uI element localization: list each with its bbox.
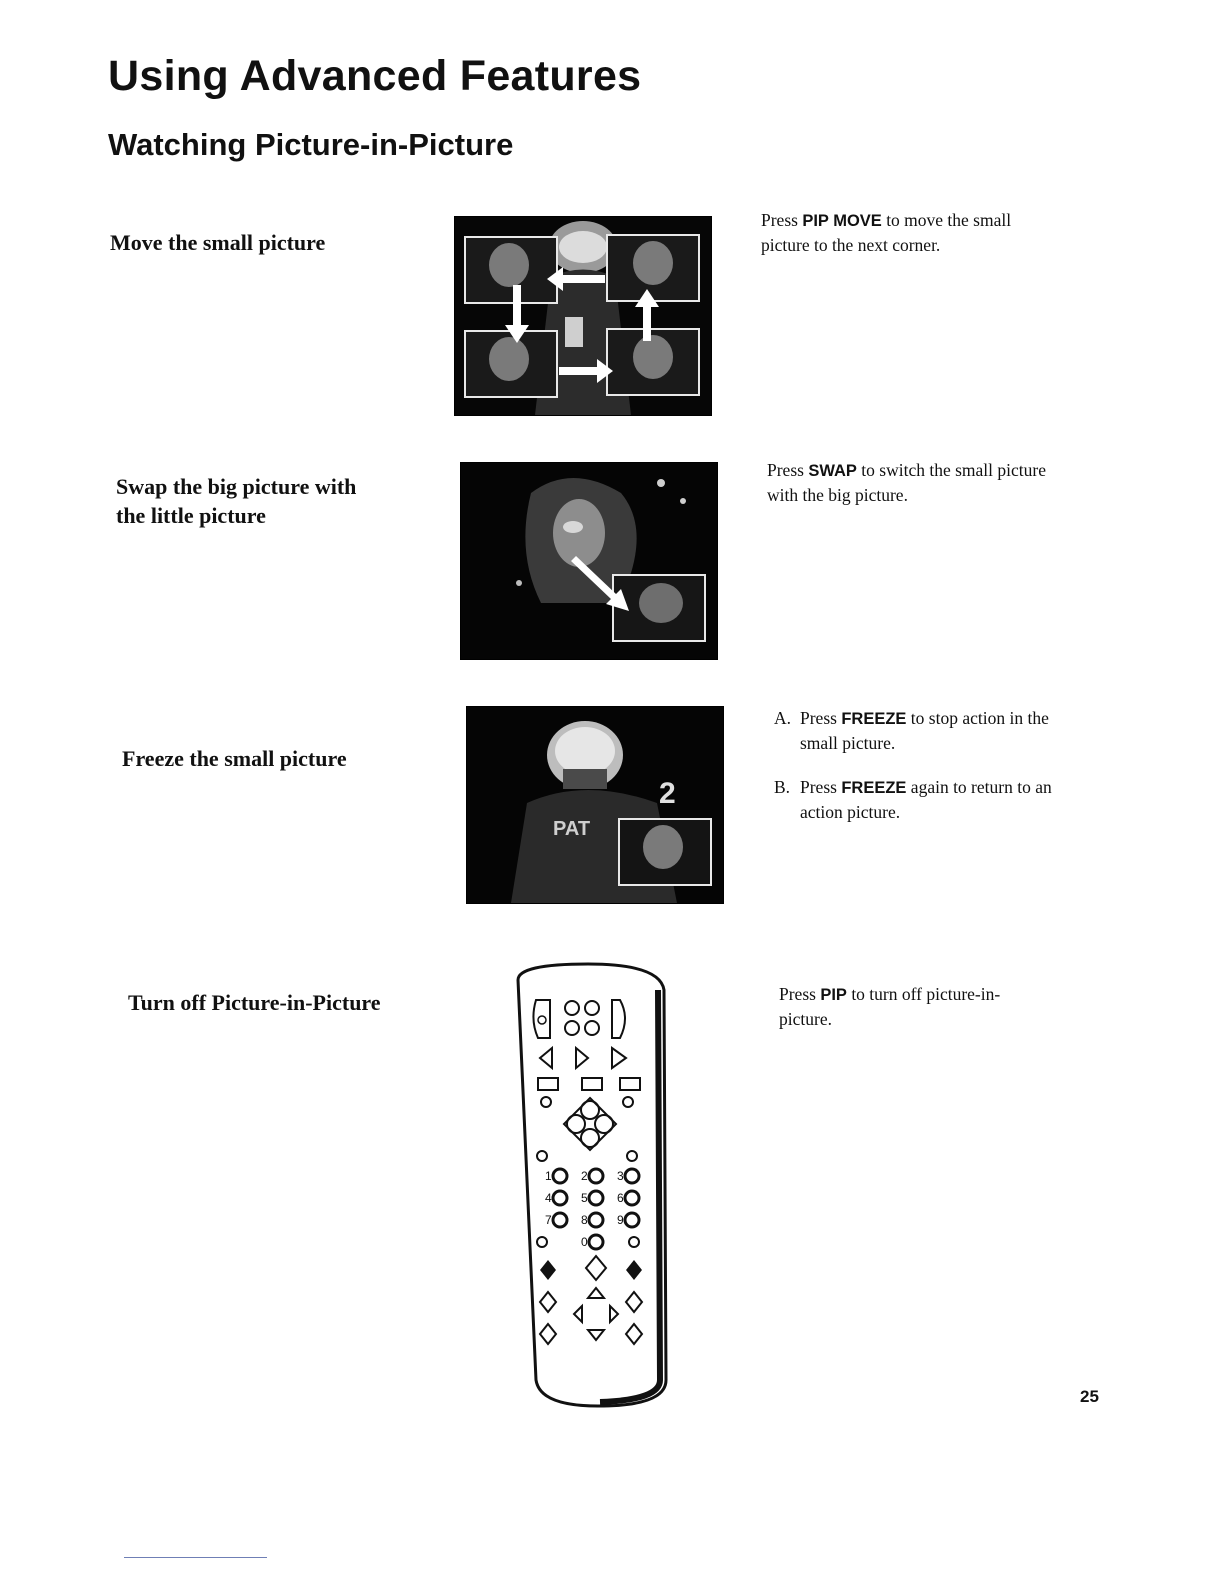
instruction-text: Press (767, 460, 809, 480)
keyword-pip-move: PIP MOVE (802, 212, 882, 230)
feature-label-freeze (122, 744, 347, 773)
feature-label-line: Move the small picture (110, 230, 326, 255)
feature-label-line: Swap the big picture with (116, 474, 357, 499)
section-title: Watching Picture-in-Picture (108, 127, 514, 162)
feature-label-line: the little picture (116, 503, 266, 528)
feature-label-swap (116, 472, 356, 530)
instruction-text: to stop action in the small picture. (800, 708, 1049, 753)
keyword-pip: PIP (820, 986, 847, 1004)
photo-pip-move (454, 216, 712, 416)
pip-swap-illustration (461, 463, 717, 659)
svg-text:2: 2 (659, 777, 676, 810)
keypad-number: 7 (545, 1213, 552, 1227)
instruction-turn-off (779, 982, 1039, 1031)
instruction-text: Press (779, 984, 821, 1004)
step-letter: A. (774, 708, 792, 728)
step-letter: B. (774, 777, 791, 797)
keypad-number: 8 (581, 1213, 588, 1227)
keyword-swap: SWAP (808, 462, 857, 480)
step-b (774, 775, 1074, 824)
page-title: Using Advanced Features (108, 52, 642, 100)
keypad-number: 1 (545, 1169, 552, 1183)
keypad-number: 2 (581, 1169, 588, 1183)
page-number: 25 (1080, 1387, 1099, 1406)
photo-pip-swap (460, 462, 718, 660)
keyword-freeze: FREEZE (841, 779, 907, 797)
keypad-number: 4 (545, 1191, 552, 1205)
instruction-text: to move the small picture to the next corner. (761, 210, 1012, 255)
keypad-number: 3 (617, 1169, 624, 1183)
remote-control-illustration (508, 960, 678, 1410)
instruction-text: Press (761, 210, 803, 230)
feature-label-turn-off (128, 988, 381, 1017)
pip-move-illustration (455, 217, 711, 415)
instruction-text: Press (800, 708, 842, 728)
feature-label-move (110, 228, 325, 257)
keypad-number: 5 (581, 1191, 588, 1205)
instruction-text: to turn off picture-in-picture. (779, 984, 1001, 1029)
instruction-move (761, 208, 1061, 257)
instruction-swap (767, 458, 1067, 507)
instruction-text: to switch the small picture with the big picture. (767, 460, 1046, 505)
keypad-number: 0 (581, 1235, 588, 1249)
photo-pip-freeze (466, 706, 724, 904)
feature-label-line: Freeze the small picture (122, 746, 347, 771)
keypad-number: 6 (617, 1191, 624, 1205)
keyword-freeze: FREEZE (841, 710, 907, 728)
instruction-text: again to return to an action picture. (800, 777, 1052, 822)
instruction-freeze (774, 706, 1074, 844)
remote-control-icon (508, 960, 678, 1410)
pip-freeze-illustration (467, 707, 723, 903)
feature-label-line: Turn off Picture-in-Picture (128, 990, 381, 1015)
instruction-text: Press (800, 777, 842, 797)
svg-text:PAT: PAT (553, 818, 591, 840)
step-a (774, 706, 1074, 755)
keypad-number: 9 (617, 1213, 624, 1227)
bottom-rule (124, 1557, 267, 1558)
